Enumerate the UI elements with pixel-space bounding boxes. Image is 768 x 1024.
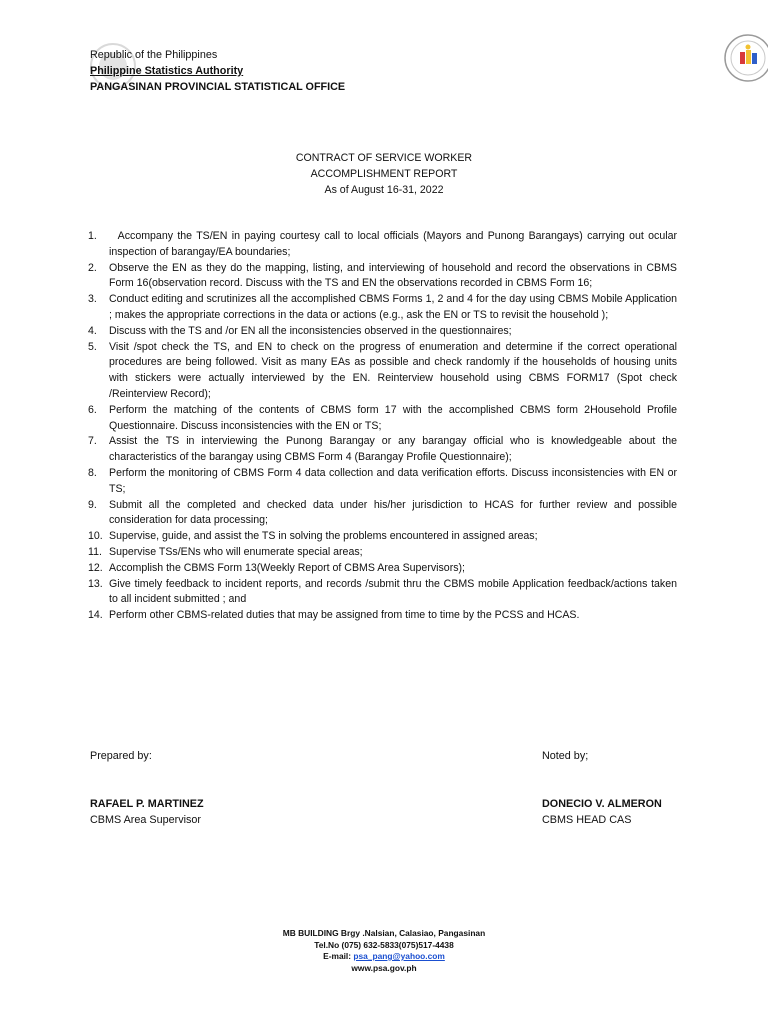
item-number: 10. <box>88 530 103 543</box>
item-text: Accompany the TS/EN in paying courtesy call to local officials (Mayors and Punong Barangays) carrying out ocular inspection of barangay/EA boundaries; <box>109 230 680 258</box>
footer-email-link[interactable]: psa_pang@yahoo.com <box>353 951 445 961</box>
item-number: 7. <box>88 435 97 448</box>
item-number: 4. <box>88 324 97 337</box>
letterhead-agency: Philippine Statistics Authority <box>90 65 244 77</box>
list-item <box>88 466 677 498</box>
list-item <box>88 261 677 293</box>
item-text: Submit all the completed and checked data under his/her jurisdiction to HCAS for further review and possible consideration for data processing; <box>109 498 677 527</box>
item-text: Conduct editing and scrutinizes all the accomplished CBMS Forms 1, 2 and 4 for the day using CBMS Mobile Application ; makes the appropriate corrections in the data or actions (e.g., ask the EN or TS to revisit the household ); <box>109 293 677 321</box>
list-item <box>88 545 677 561</box>
item-text: Accomplish the CBMS Form 13(Weekly Report of CBMS Area Supervisors); <box>109 561 465 574</box>
item-text: Assist the TS in interviewing the Punong Barangay or any barangay official who is knowledgeable about the characteristics of the barangay using CBMS Form 4 (Barangay Profile Questionnaire); <box>109 435 677 464</box>
item-number: 2. <box>88 261 97 274</box>
footer-email-label: E-mail: <box>323 951 354 961</box>
footer <box>0 928 768 974</box>
noted-by-label: Noted by; <box>542 750 589 762</box>
item-number: 6. <box>88 403 97 416</box>
footer-address: MB BUILDING Brgy .Nalsian, Calasiao, Pangasinan <box>282 928 486 938</box>
duties-list <box>88 229 680 624</box>
list-item <box>88 577 677 609</box>
item-number: 14. <box>88 609 103 622</box>
prepared-by-name: RAFAEL P. MARTINEZ <box>90 798 204 810</box>
list-item <box>88 340 677 403</box>
item-text: Perform the matching of the contents of CBMS form 17 with the accomplished CBMS form 2Household Profile Questionnaire. Discuss inconsistencies with the EN or TS; <box>109 403 677 432</box>
item-number: 13. <box>88 577 103 590</box>
prepared-by-title: CBMS Area Supervisor <box>90 814 202 826</box>
letterhead <box>90 47 490 95</box>
item-text: Visit /spot check the TS, and EN to check on the progress of enumeration and determine if the correct operational procedures are being followed. Visit as many EAs as possible and check randomly if the households of housing units with stickers were actually interviewed by the EN. Reinterview household using CBMS FORM17 (Spot check /Reinterview Record); <box>109 340 677 400</box>
item-number: 11. <box>88 545 102 558</box>
list-item <box>88 324 677 340</box>
list-item <box>88 498 677 530</box>
letterhead-republic: Republic of the Philippines <box>90 49 218 61</box>
item-number: 12. <box>88 561 103 574</box>
item-text: Perform other CBMS-related duties that may be assigned from time to time by the PCSS and HCAS. <box>109 609 580 622</box>
report-title <box>0 150 768 198</box>
item-number: 3. <box>88 293 97 306</box>
item-number: 8. <box>88 466 97 479</box>
list-item <box>88 434 677 466</box>
list-item <box>88 561 677 577</box>
report-title-line-2: ACCOMPLISHMENT REPORT <box>310 168 458 180</box>
footer-email-line <box>0 951 768 963</box>
list-item <box>88 529 677 545</box>
item-text: Perform the monitoring of CBMS Form 4 data collection and data verification efforts. Discuss inconsistencies with EN or TS; <box>109 466 677 495</box>
item-number: 5. <box>88 340 97 353</box>
list-item <box>88 229 680 261</box>
item-text: Observe the EN as they do the mapping, listing, and interviewing of household and record the observations in CBMS Form 16(observation record. Discuss with the TS and EN the observations recorded in CBMS Form 16; <box>109 261 677 290</box>
prepared-by-label: Prepared by: <box>90 750 152 762</box>
item-text: Discuss with the TS and /or EN all the inconsistencies observed in the questionnaires; <box>109 324 512 337</box>
item-text: Supervise TSs/ENs who will enumerate special areas; <box>109 545 363 558</box>
item-number: 1. <box>88 230 97 242</box>
list-item <box>88 608 677 624</box>
item-text: Supervise, guide, and assist the TS in solving the problems encountered in assigned areas; <box>109 530 538 543</box>
item-text: Give timely feedback to incident reports, and records /submit thru the CBMS mobile Application feedback/actions taken to all incident submitted ; and <box>109 577 677 606</box>
noted-by-title: CBMS HEAD CAS <box>542 814 632 826</box>
item-number: 9. <box>88 498 97 511</box>
footer-telephone: Tel.No (075) 632-5833(075)517-4438 <box>314 939 454 950</box>
report-title-line-1: CONTRACT OF SERVICE WORKER <box>295 152 473 164</box>
list-item <box>88 403 677 435</box>
list-item <box>88 292 677 324</box>
letterhead-office: PANGASINAN PROVINCIAL STATISTICAL OFFICE <box>90 81 346 93</box>
noted-by-name: DONECIO V. ALMERON <box>542 798 662 810</box>
psa-seal-logo <box>718 30 768 90</box>
report-period: As of August 16-31, 2022 <box>324 184 444 196</box>
footer-website: www.psa.gov.ph <box>351 962 417 973</box>
